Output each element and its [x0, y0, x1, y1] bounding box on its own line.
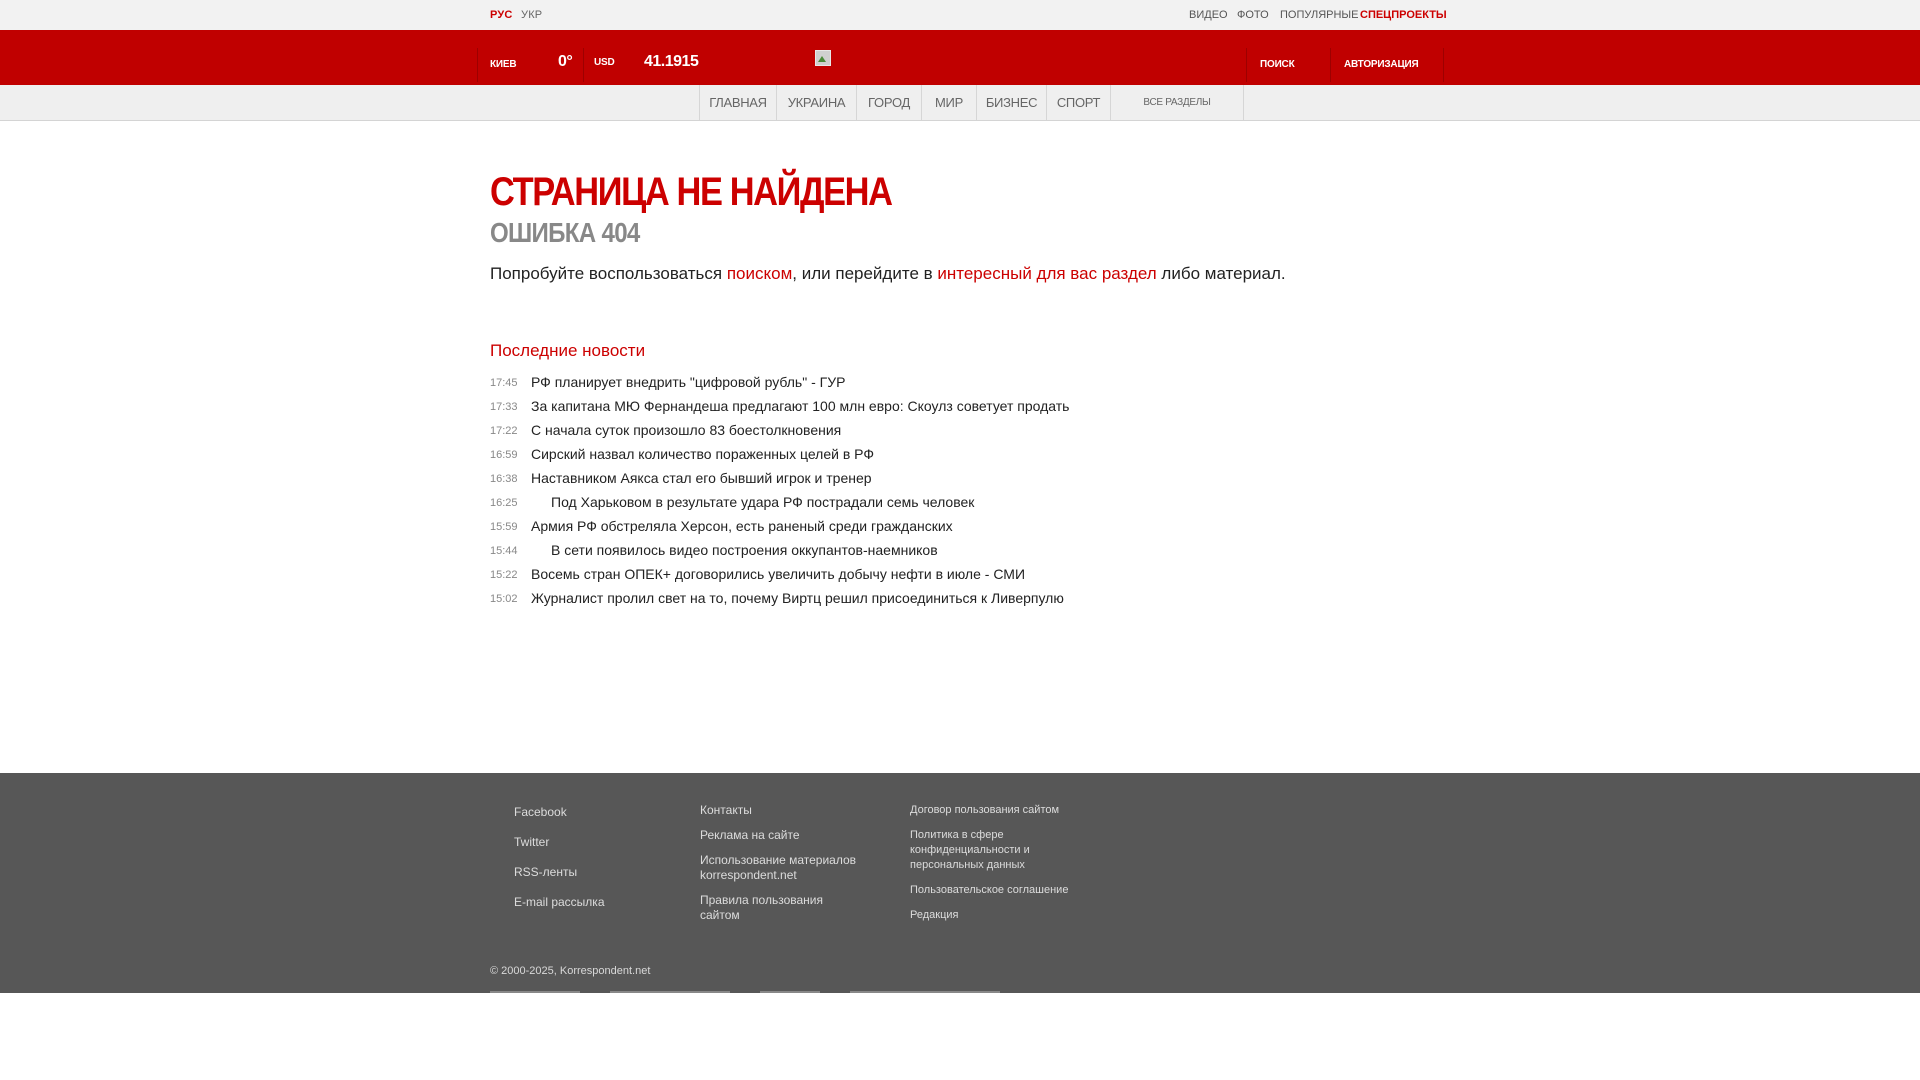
news-headline[interactable]: С начала суток произошло 83 боестолкновения: [531, 422, 842, 438]
weather-temperature: 0°: [558, 53, 573, 70]
news-headline[interactable]: Журналист пролил свет на то, почему Виртц решил присоединиться к Ливерпулю: [531, 590, 1064, 606]
desc-text-after: либо материал.: [1156, 264, 1286, 283]
footer-link-advertising[interactable]: Реклама на сайте: [700, 828, 800, 842]
lang-ru-link[interactable]: РУС: [490, 9, 513, 21]
footer-link-email[interactable]: E-mail рассылка: [514, 895, 605, 909]
news-headline[interactable]: За капитана МЮ Фернандеша предлагают 100 млн евро: Скоулз советует продать: [531, 398, 1070, 414]
header-divider: [1330, 48, 1331, 82]
news-item[interactable]: [490, 565, 1190, 589]
footer-link-editorial[interactable]: Редакция: [910, 909, 959, 921]
footer-link-agreement[interactable]: Договор пользования сайтом: [910, 804, 1060, 816]
error-code: ОШИБКА 404: [490, 217, 640, 248]
news-time: 15:44: [490, 545, 518, 557]
site-header: [0, 30, 1920, 86]
cut-line: [490, 991, 580, 993]
nav-item-business[interactable]: БИЗНЕС: [985, 95, 1038, 110]
news-item[interactable]: [490, 421, 1190, 445]
news-item[interactable]: [490, 517, 1190, 541]
news-time: 16:25: [490, 497, 518, 509]
news-item[interactable]: [490, 493, 1190, 517]
news-headline[interactable]: Сирский назвал количество пораженных целей в РФ: [531, 446, 874, 462]
footer-link-rules[interactable]: Правила пользования сайтом: [700, 893, 824, 922]
desc-text-middle: , или перейдите в: [792, 264, 938, 283]
top-link-popular[interactable]: ПОПУЛЯРНЫЕ: [1280, 9, 1359, 21]
main-nav: [0, 85, 1920, 121]
top-link-photo[interactable]: ФОТО: [1237, 9, 1269, 21]
header-divider: [477, 48, 478, 82]
news-headline[interactable]: Армия РФ обстреляла Херсон, есть раненый среди гражданских: [531, 518, 953, 534]
news-time: 15:02: [490, 593, 518, 605]
nav-item-city[interactable]: ГОРОД: [868, 95, 910, 110]
footer-link-twitter[interactable]: Twitter: [514, 835, 550, 849]
footer-link-privacy[interactable]: Политика в сфере конфиденциальности и персональных данных: [910, 829, 1030, 871]
footer-link-user-agreement[interactable]: Пользовательское соглашение: [910, 884, 1069, 896]
news-time: 16:59: [490, 449, 518, 461]
currency-rate: 41.1915: [644, 53, 699, 70]
nav-divider: [1243, 85, 1244, 120]
cut-line: [610, 991, 730, 993]
news-headline[interactable]: Наставником Аякса стал его бывший игрок и тренер: [531, 470, 872, 486]
news-headline[interactable]: В сети появилось видео построения оккупантов-наемников: [551, 542, 938, 558]
top-link-video[interactable]: ВИДЕО: [1189, 9, 1228, 21]
news-time: 15:59: [490, 521, 518, 533]
latest-news-list: [490, 373, 1190, 613]
search-link[interactable]: поиском: [726, 264, 793, 283]
footer-link-materials-usage[interactable]: Использование материалов korrespondent.net: [700, 853, 857, 882]
header-divider: [583, 48, 584, 82]
cut-line: [760, 991, 820, 993]
news-item[interactable]: [490, 397, 1190, 421]
news-time: 17:33: [490, 401, 518, 413]
search-button[interactable]: ПОИСК: [1260, 59, 1295, 70]
news-item[interactable]: [490, 541, 1190, 565]
news-item[interactable]: [490, 589, 1190, 613]
nav-item-main[interactable]: ГЛАВНАЯ: [709, 95, 767, 110]
top-link-special[interactable]: СПЕЦПРОЕКТЫ: [1360, 9, 1447, 21]
news-time: 16:38: [490, 473, 518, 485]
header-divider: [1246, 48, 1247, 82]
news-headline[interactable]: РФ планирует внедрить "цифровой рубль" - ГУР: [531, 374, 846, 390]
footer-link-facebook[interactable]: Facebook: [514, 805, 567, 819]
weather-city[interactable]: КИЕВ: [490, 59, 517, 70]
error-description: [490, 264, 1286, 284]
lang-ua-link[interactable]: УКР: [521, 9, 543, 21]
login-button[interactable]: АВТОРИЗАЦИЯ: [1344, 59, 1419, 70]
sections-link[interactable]: интересный для вас раздел: [937, 264, 1157, 283]
footer-link-rss[interactable]: RSS-ленты: [514, 865, 578, 879]
news-item[interactable]: [490, 373, 1190, 397]
nav-item-sport[interactable]: СПОРТ: [1056, 95, 1101, 110]
cut-line: [850, 991, 1000, 993]
news-headline[interactable]: Восемь стран ОПЕК+ договорились увеличить добычу нефти в июле - СМИ: [531, 566, 1026, 582]
broken-image-mountain: [818, 56, 826, 62]
copyright: © 2000-2025, Korrespondent.net: [490, 965, 651, 977]
news-headline[interactable]: Под Харьковом в результате удара РФ пострадали семь человек: [551, 494, 975, 510]
nav-item-all-sections[interactable]: ВСЕ РАЗДЕЛЫ: [1143, 97, 1211, 108]
footer-cut-text: [490, 988, 1090, 993]
site-footer: [0, 773, 1920, 993]
top-bar: [0, 0, 1920, 31]
news-time: 17:45: [490, 377, 518, 389]
news-item[interactable]: [490, 445, 1190, 469]
desc-text-before: Попробуйте воспользоваться: [490, 264, 727, 283]
news-item[interactable]: [490, 469, 1190, 493]
nav-item-ukraine[interactable]: УКРАИНА: [787, 95, 846, 110]
currency-label: USD: [594, 57, 615, 68]
page-title: СТРАНИЦА НЕ НАЙДЕНА: [490, 170, 892, 214]
nav-item-world[interactable]: МИР: [935, 95, 963, 110]
footer-link-contacts[interactable]: Контакты: [700, 803, 752, 817]
news-time: 17:22: [490, 425, 518, 437]
header-divider: [1443, 48, 1444, 82]
latest-news-title[interactable]: Последние новости: [490, 341, 646, 360]
site-logo-broken-image-icon[interactable]: [815, 50, 831, 66]
news-time: 15:22: [490, 569, 518, 581]
